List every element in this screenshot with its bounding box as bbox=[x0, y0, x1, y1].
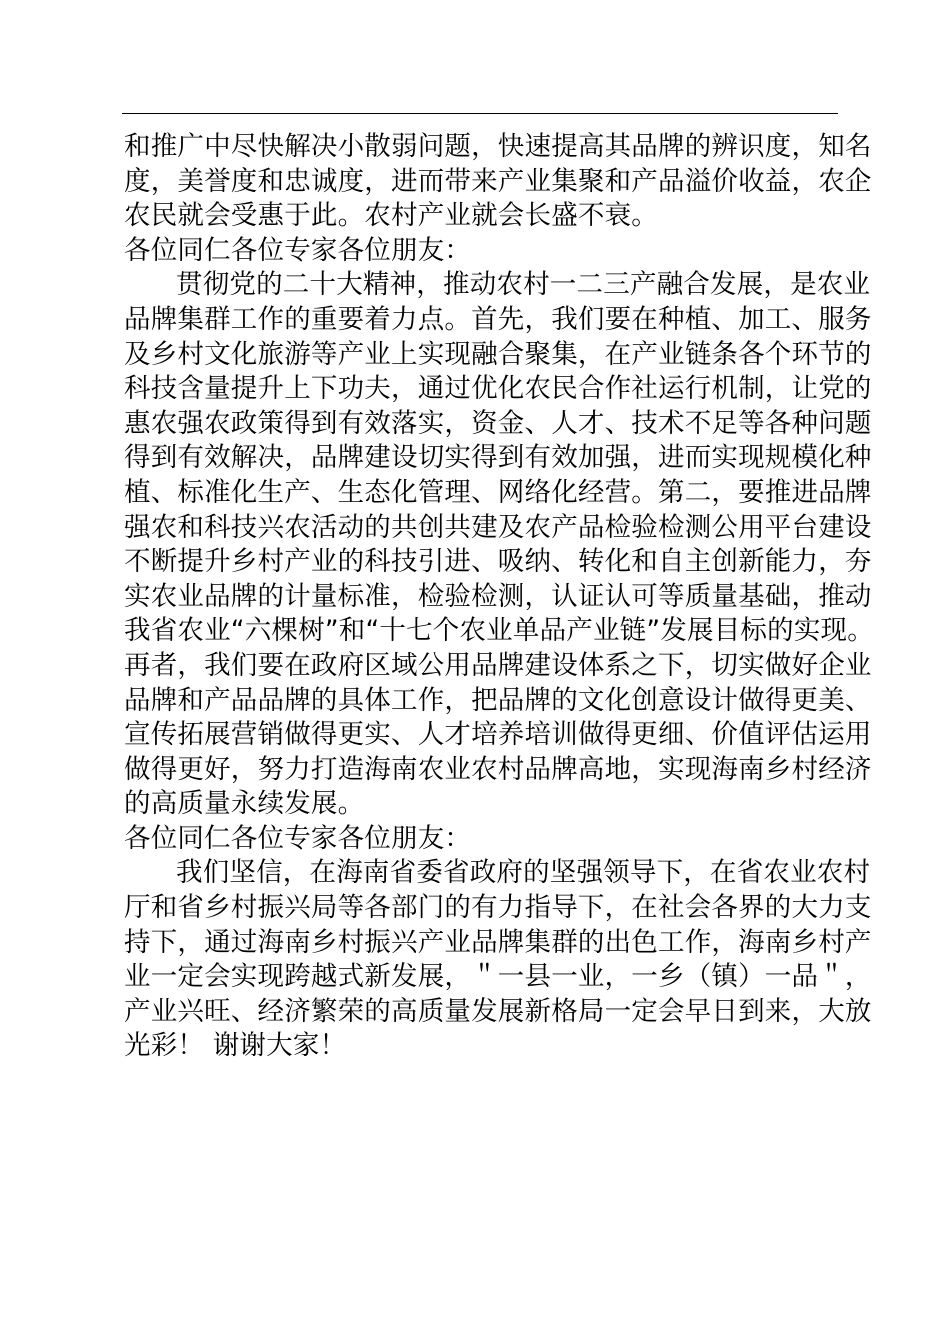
text-line: 品牌集群工作的重要着力点。首先，我们要在种植、加工、服务 bbox=[124, 303, 872, 335]
text-line: 科技含量提升上下功夫，通过优化农民合作社运行机制，让党的 bbox=[124, 373, 872, 405]
text-line: 及乡村文化旅游等产业上实现融合聚集，在产业链条各个环节的 bbox=[124, 338, 872, 370]
text-line: 品牌和产品品牌的具体工作，把品牌的文化创意设计做得更美、 bbox=[124, 684, 872, 716]
text-line: 农民就会受惠于此。农村产业就会长盛不衰。 bbox=[124, 200, 658, 232]
text-line: 厅和省乡村振兴局等各部门的有力指导下，在社会各界的大力支 bbox=[124, 892, 872, 924]
body-text bbox=[124, 130, 874, 1064]
text-line: 宣传拓展营销做得更实、人才培养培训做得更细、价值评估运用 bbox=[124, 719, 872, 751]
text-line: 植、标准化生产、生态化管理、网络化经营。第二，要推进品牌 bbox=[124, 476, 872, 508]
header-rule bbox=[122, 113, 838, 114]
text-line: 产业兴旺、经济繁荣的高质量发展新格局一定会早日到来，大放 bbox=[124, 995, 872, 1027]
paragraph-start-line: 我们坚信，在海南省委省政府的坚强领导下，在省农业农村 bbox=[176, 857, 871, 889]
text-line: 持下，通过海南乡村振兴产业品牌集群的出色工作，海南乡村产 bbox=[124, 926, 872, 958]
text-line: 和推广中尽快解决小散弱问题，快速提高其品牌的辨识度，知名 bbox=[124, 131, 872, 162]
text-line: 实农业品牌的计量标准，检验检测，认证认可等质量基础，推动 bbox=[124, 580, 872, 612]
text-line: 业一定会实现跨越式新发展，＂一县一业，一乡（镇）一品＂， bbox=[124, 961, 872, 993]
text-line: 度，美誉度和忠诚度，进而带来产业集聚和产品溢价收益，农企 bbox=[124, 165, 872, 197]
salutation: 各位同仁各位专家各位朋友： bbox=[124, 822, 472, 854]
paragraph-start-line: 贯彻党的二十大精神，推动农村一二三产融合发展，是农业 bbox=[176, 269, 871, 301]
text-line: 强农和科技兴农活动的共创共建及农产品检验检测公用平台建设 bbox=[124, 511, 872, 543]
text-line: 不断提升乡村产业的科技引进、吸纳、转化和自主创新能力，夯 bbox=[124, 546, 872, 578]
text-line: 的高质量永续发展。 bbox=[124, 788, 365, 820]
text-line: 再者，我们要在政府区域公用品牌建设体系之下，切实做好企业 bbox=[124, 649, 872, 681]
text-line: 我省农业“六棵树”和“十七个农业单品产业链”发展目标的实现。 bbox=[124, 615, 874, 647]
text-line: 惠农强农政策得到有效落实，资金、人才、技术不足等各种问题 bbox=[124, 407, 872, 439]
text-line: 做得更好，努力打造海南农业农村品牌高地，实现海南乡村经济 bbox=[124, 753, 872, 785]
text-line: 得到有效解决，品牌建设切实得到有效加强，进而实现规模化种 bbox=[124, 442, 872, 474]
closing-line: 光彩！ 谢谢大家！ bbox=[124, 1030, 347, 1062]
salutation: 各位同仁各位专家各位朋友： bbox=[124, 234, 472, 266]
